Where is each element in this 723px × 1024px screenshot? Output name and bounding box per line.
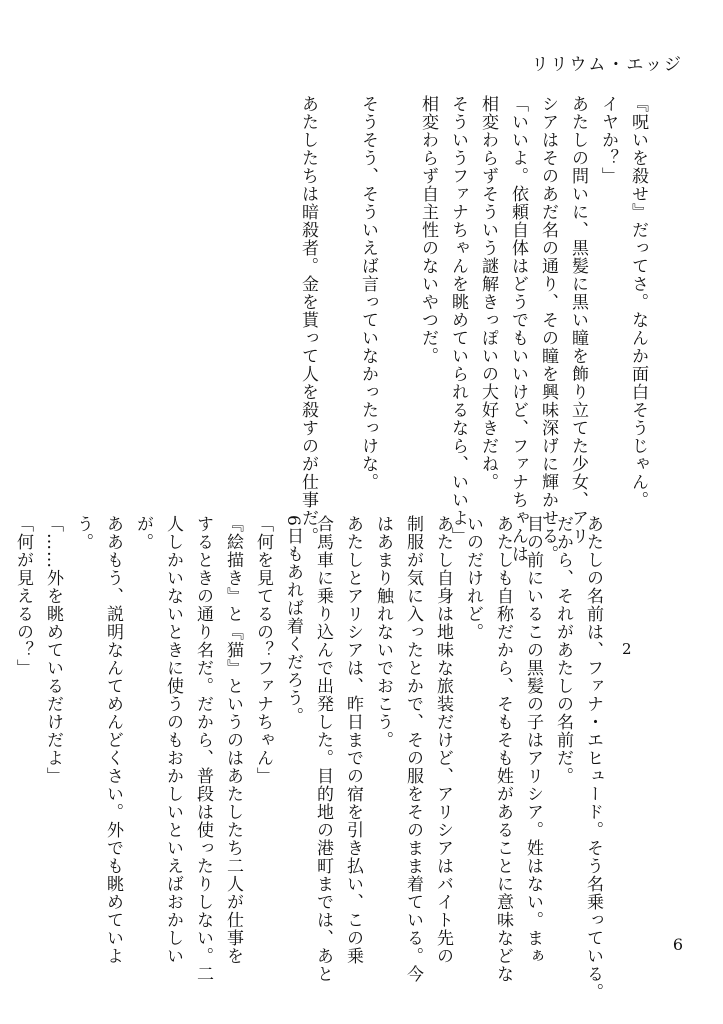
text-line: あたしたちは暗殺者。金を貰って人を殺すのが仕事だ。 xyxy=(298,95,318,545)
section-number: 2 xyxy=(622,640,632,658)
text-line: 「いいよ。依頼自体はどうでもいいけど、ファナちゃんは xyxy=(508,95,528,563)
text-line: あたしの問いに、黒髪に黒い瞳を飾り立てた少女、アリ xyxy=(568,95,588,545)
text-line: はあまり触れないでおこう。 xyxy=(373,515,393,749)
text-line: 人しかいないときに使うのもおかしいといえばおかしい xyxy=(163,515,183,965)
text-line: う。 xyxy=(73,515,93,551)
text-line: 『絵描き』と『猫』というのはあたしたち二人が仕事を xyxy=(223,515,243,965)
text-line: そういうファナちゃんを眺めていられるなら、いいよ」 xyxy=(448,95,468,545)
text-line: 「何が見えるの？」 xyxy=(13,515,33,677)
text-line: だから、それがあたしの名前だ。 xyxy=(553,515,573,785)
text-line: 6日もあれば着くだろう。 xyxy=(283,515,303,725)
text-line: 相変わらずそういう謎解きっぽいの大好きだね。 xyxy=(478,95,498,491)
text-line: 「……外を眺めているだけだよ」 xyxy=(43,515,63,785)
text-line: 制服が気に入ったとかで、その服をそのまま着ている。今 xyxy=(403,515,423,983)
text-line: あたしも自称だから、そもそも姓があることに意味などな xyxy=(493,515,513,983)
text-line: イヤか？」 xyxy=(598,95,618,185)
lower-text-block xyxy=(13,515,608,1001)
text-line: シアはそのあだ名の通り、その瞳を興味深げに輝かせる。 xyxy=(538,95,558,563)
text-line: あたし自身は地味な旅装だけど、アリシアはバイト先の xyxy=(433,515,453,965)
text-line: ああもう、説明なんてめんどくさい。外でも眺めていよ xyxy=(103,515,123,965)
text-line: 目の前にいるこの黒髪の子はアリシア。姓はない。まぁ xyxy=(523,515,543,965)
running-header-title: リリウム・エッジ xyxy=(531,55,683,75)
text-line: 『呪いを殺せ』だってさ。なんか面白そうじゃん。 xyxy=(628,95,648,509)
page-number: 6 xyxy=(672,935,683,954)
text-line: 合馬車に乗り込んで出発した。目的地の港町までは、あと xyxy=(313,515,333,983)
paragraph-gap xyxy=(323,95,353,495)
text-line: 「何を見てるの？ファナちゃん」 xyxy=(253,515,273,785)
text-line: そうそう、そういえば言っていなかったっけな。 xyxy=(358,95,378,491)
text-line: いのだけれど。 xyxy=(463,515,483,641)
text-line: するときの通り名だ。だから、普段は使ったりしない。二 xyxy=(193,515,213,983)
upper-text-block xyxy=(53,95,653,563)
text-line: が。 xyxy=(133,515,153,551)
text-line: 相変わらず自主性のないやつだ。 xyxy=(418,95,438,365)
text-line: あたしの名前は、ファナ・エヒュード。そう名乗っている。 xyxy=(583,515,603,1001)
text-line: あたしとアリシアは、昨日までの宿を引き払い、この乗 xyxy=(343,515,363,965)
paragraph-gap xyxy=(383,95,413,495)
